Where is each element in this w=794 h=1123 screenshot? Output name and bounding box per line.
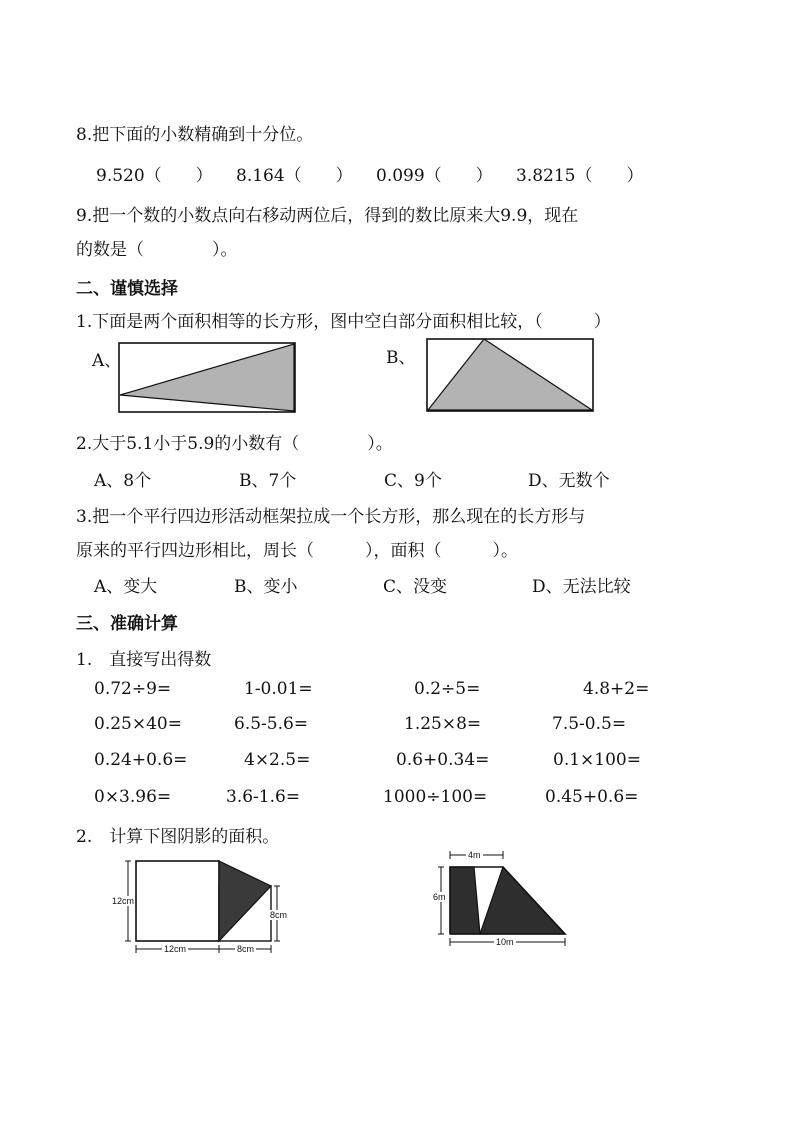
fig2-left-label: 6m (433, 892, 446, 902)
fig1-square (136, 861, 219, 941)
calc-1-4: 4.8+2= (583, 679, 650, 699)
calc-1-1: 0.72÷9= (94, 679, 172, 699)
fig1-shaded-triangle (219, 861, 271, 941)
q8-item-4: 3.8215（ ） (516, 166, 644, 186)
fig2-top-label: 4m (468, 850, 481, 860)
calc-2-1: 0.25×40= (94, 714, 182, 734)
s2q1-option-a: A、 (92, 351, 122, 371)
fig2-right-shaded-triangle (480, 867, 565, 934)
q9-line2: 的数是（ ）。 (76, 240, 238, 260)
s2q1-stem: 1.下面是两个面积相等的长方形，图中空白部分面积相比较，（ ） (76, 312, 611, 332)
s2q1-option-b: B、 (386, 348, 416, 368)
calc-4-3: 1000÷100= (383, 787, 488, 807)
s3q2-title: 2. 计算下图阴影的面积。 (76, 827, 280, 847)
q8-item-2: 8.164（ ） (236, 166, 353, 186)
fig1-bottom-left-label: 12cm (164, 944, 187, 954)
fig2-left-shaded-triangle (450, 867, 480, 934)
s2q2-option-b: B、7个 (239, 471, 297, 491)
s2q2-option-d: D、无数个 (528, 471, 610, 491)
calc-3-2: 4×2.5= (244, 750, 311, 770)
figure-a-shaded-triangle (120, 344, 294, 411)
s2q2-option-a: A、8个 (94, 471, 152, 491)
section3-heading: 三、准确计算 (76, 614, 178, 634)
calc-4-2: 3.6-1.6= (226, 787, 301, 807)
calc-3-3: 0.6+0.34= (396, 750, 490, 770)
fig2-bottom-label: 10m (496, 937, 514, 947)
calc-3-1: 0.24+0.6= (94, 750, 188, 770)
s2q2-option-c: C、9个 (384, 471, 442, 491)
fig1-bottom-right-label: 8cm (237, 944, 255, 954)
calc-2-2: 6.5-5.6= (234, 714, 309, 734)
area-figure-1 (110, 855, 295, 960)
fig1-left-label: 12cm (112, 896, 135, 906)
q8-title: 8.把下面的小数精确到十分位。 (76, 125, 314, 145)
calc-3-4: 0.1×100= (553, 750, 641, 770)
q8-item-1: 9.520（ ） (96, 166, 213, 186)
figure-a (118, 340, 298, 415)
calc-4-4: 0.45+0.6= (545, 787, 639, 807)
q9-line1: 9.把一个数的小数点向右移动两位后，得到的数比原来大9.9，现在 (76, 206, 579, 226)
s2q3-option-b: B、变小 (234, 577, 298, 597)
calc-1-2: 1-0.01= (244, 679, 313, 699)
calc-4-1: 0×3.96= (94, 787, 172, 807)
q8-item-3: 0.099（ ） (376, 166, 493, 186)
calc-2-4: 7.5-0.5= (552, 714, 627, 734)
fig1-right-label: 8cm (270, 910, 288, 920)
s2q3-option-c: C、没变 (383, 577, 448, 597)
s2q2-stem: 2.大于5.1小于5.9的小数有（ ）。 (76, 434, 393, 454)
s2q3-option-d: D、无法比较 (532, 577, 631, 597)
s2q3-option-a: A、变大 (94, 577, 158, 597)
figure-b (425, 336, 597, 414)
s3q1-title: 1. 直接写出得数 (76, 650, 212, 670)
s2q3-line2: 原来的平行四边形相比，周长（ ），面积（ ）。 (76, 541, 518, 561)
section2-heading: 二、谨慎选择 (76, 279, 178, 299)
calc-1-3: 0.2÷5= (414, 679, 481, 699)
s2q3-line1: 3.把一个平行四边形活动框架拉成一个长方形，那么现在的长方形与 (76, 507, 586, 527)
calc-2-3: 1.25×8= (404, 714, 482, 734)
figure-b-shaded-triangle (428, 339, 592, 410)
